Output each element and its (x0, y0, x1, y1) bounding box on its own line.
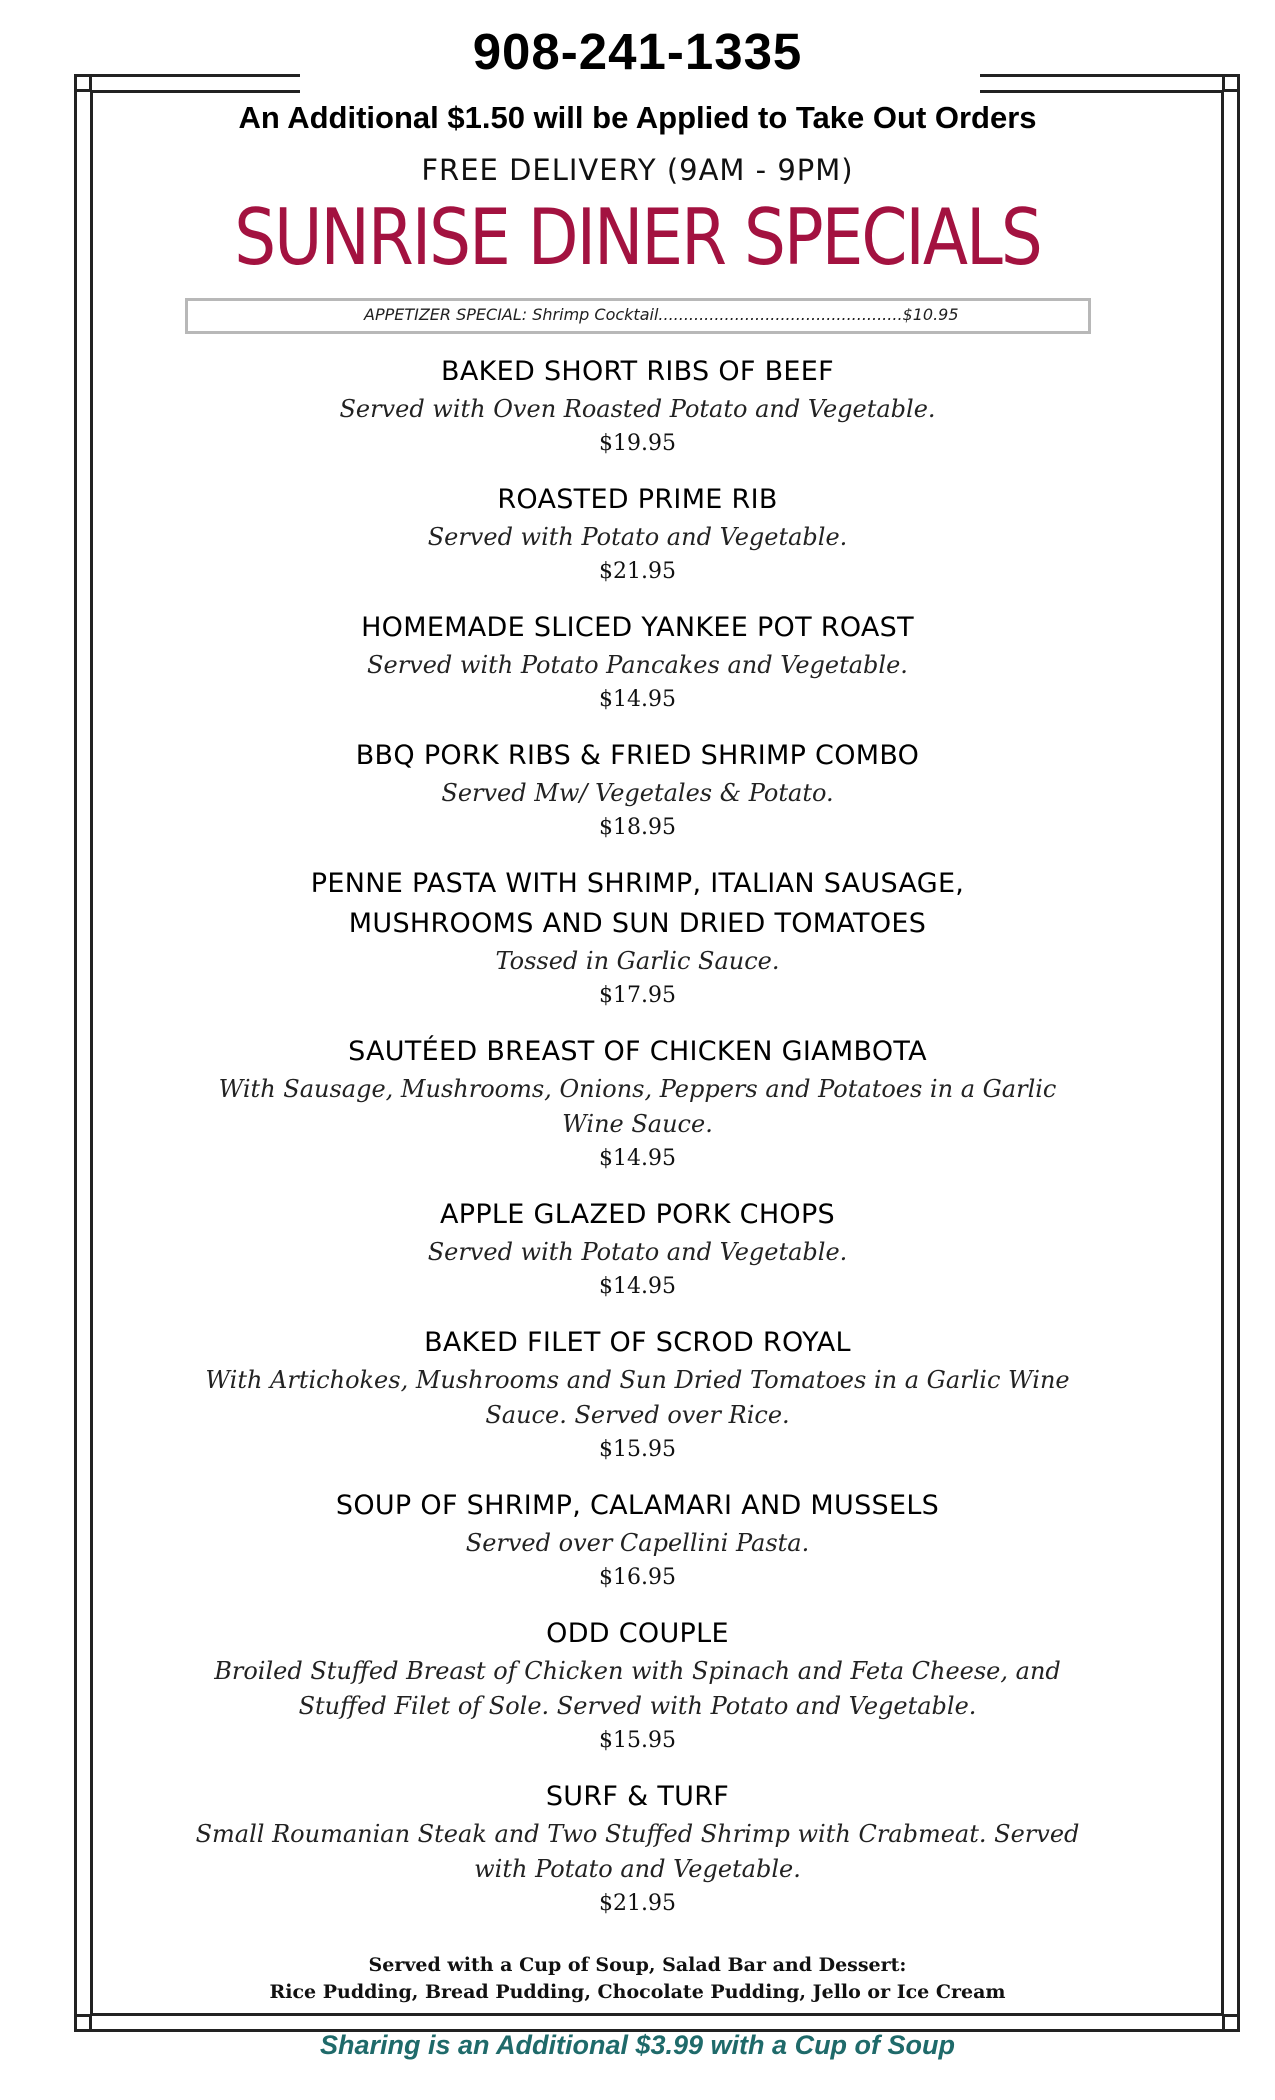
takeout-note: An Additional $1.50 will be Applied to Take Out Orders (238, 100, 1037, 135)
item-price: $18.95 (599, 815, 676, 840)
item-price: $14.95 (599, 1274, 676, 1299)
footer-note (0, 1952, 1275, 2006)
menu-item-odd-couple (180, 1614, 1095, 1757)
item-description: Small Roumanian Steak and Two Stuffed Shrimp with Crabmeat. Served with Potato and Vegetable. (195, 1820, 1080, 1883)
specials-list (180, 352, 1095, 1940)
item-name: PENNE PASTA WITH SHRIMP, ITALIAN SAUSAGE, MUSHROOMS AND SUN DRIED TOMATOES (310, 868, 965, 939)
item-name: SURF & TURF (545, 1781, 730, 1812)
phone-number: 908-241-1335 (472, 23, 803, 80)
item-name: SOUP OF SHRIMP, CALAMARI AND MUSSELS (335, 1490, 940, 1521)
item-description: Served over Capellini Pasta. (465, 1529, 810, 1557)
item-name: HOMEMADE SLICED YANKEE POT ROAST (361, 612, 914, 643)
item-name: BAKED FILET OF SCROD ROYAL (424, 1327, 851, 1358)
item-name: SAUTÉED BREAST OF CHICKEN GIAMBOTA (348, 1036, 927, 1067)
item-description: Served with Potato and Vegetable. (427, 523, 848, 551)
item-price: $14.95 (599, 687, 676, 712)
item-description: With Artichokes, Mushrooms and Sun Dried Tomatoes in a Garlic Wine Sauce. Served over Rice. (205, 1366, 1070, 1429)
appetizer-special: APPETIZER SPECIAL: Shrimp Cocktail................................................$10.95 (364, 305, 959, 324)
item-price: $14.95 (599, 1146, 676, 1171)
item-name: APPLE GLAZED PORK CHOPS (439, 1199, 835, 1230)
item-name: BAKED SHORT RIBS OF BEEF (441, 356, 834, 387)
menu-item-prime-rib (180, 480, 1095, 588)
menu-item-seafood-soup (180, 1486, 1095, 1594)
menu-item-surf-turf (180, 1777, 1095, 1920)
item-name: BBQ PORK RIBS & FRIED SHRIMP COMBO (355, 740, 920, 771)
menu-item-pot-roast (180, 608, 1095, 716)
item-description: With Sausage, Mushrooms, Onions, Peppers and Potatoes in a Garlic Wine Sauce. (218, 1075, 1057, 1138)
item-price: $16.95 (599, 1565, 676, 1590)
item-description: Served with Potato Pancakes and Vegetable. (367, 651, 908, 679)
item-price: $19.95 (599, 431, 676, 456)
delivery-note: FREE DELIVERY (9AM - 9PM) (421, 153, 854, 187)
footer-line-1: Served with a Cup of Soup, Salad Bar and Dessert: (368, 1954, 907, 1976)
item-price: $15.95 (599, 1437, 676, 1462)
item-description: Served with Oven Roasted Potato and Vegetable. (339, 395, 936, 423)
item-price: $21.95 (599, 559, 676, 584)
item-price: $17.95 (599, 983, 676, 1008)
item-name: ROASTED PRIME RIB (497, 484, 778, 515)
item-description: Broiled Stuffed Breast of Chicken with Spinach and Feta Cheese, and Stuffed Filet of Sole. Served with Potato and Vegetable. (214, 1657, 1061, 1720)
menu-item-bbq-combo (180, 736, 1095, 844)
footer-line-2: Rice Pudding, Bread Pudding, Chocolate Pudding, Jello or Ice Cream (269, 1981, 1006, 2003)
item-description: Served with Potato and Vegetable. (427, 1238, 848, 1266)
item-name: ODD COUPLE (546, 1618, 729, 1649)
item-description: Tossed in Garlic Sauce. (495, 947, 780, 975)
item-price: $21.95 (599, 1891, 676, 1916)
menu-item-pork-chops (180, 1195, 1095, 1303)
item-price: $15.95 (599, 1728, 676, 1753)
menu-item-chicken-giambota (180, 1032, 1095, 1175)
menu-item-penne-pasta (180, 864, 1095, 1012)
sharing-note: Sharing is an Additional $3.99 with a Cup of Soup (319, 2030, 956, 2060)
menu-item-short-ribs (180, 352, 1095, 460)
page-title: SUNRISE DINER SPECIALS (234, 192, 1041, 283)
item-description: Served Mw/ Vegetales & Potato. (441, 779, 834, 807)
menu-item-scrod-royal (180, 1323, 1095, 1466)
